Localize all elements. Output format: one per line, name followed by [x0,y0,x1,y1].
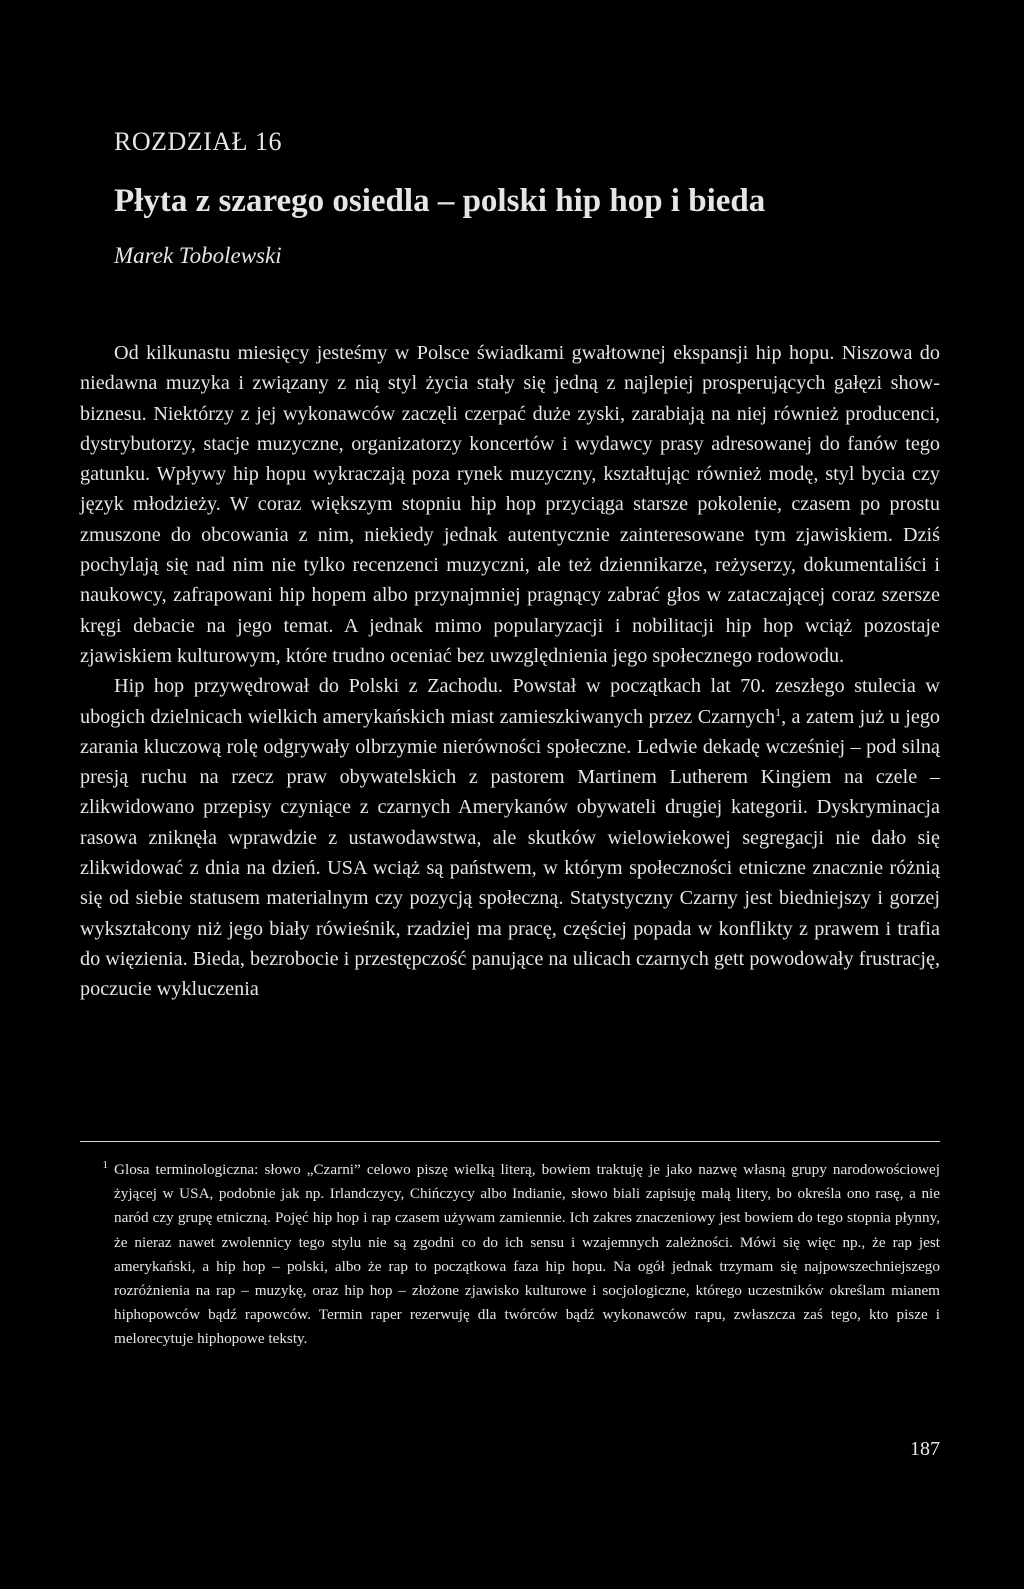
paragraph-2-text-after: , a zatem już u jego zarania kluczową rolę odgrywały olbrzymie nierówności społeczne. Ledwie dekadę wcześniej – pod silną presją ruchu na rzecz praw obywatelskich z pastorem Martinem Lutherem Kingiem na czele – zlikwidowano przepisy czyniące z czarnych Amerykanów obywateli drugiej kategorii. Dyskryminacja rasowa zniknęła wprawdzie z ustawodawstwa, ale skutków wielowiekowej segregacji nie dało się zlikwidować z dnia na dzień. USA wciąż są państwem, w którym społeczności etniczne znacznie różnią się od siebie statusem materialnym czy pozycją społeczną. Statystyczny Czarny jest biedniejszy i gorzej wykształcony niż jego biały rówieśnik, rzadziej ma pracę, częściej popada w konflikty z prawem i trafia do więzienia. Bieda, bezrobocie i przestępczość panujące na ulicach czarnych gett powodowały frustrację, poczucie wykluczenia [80,705,941,1001]
book-page [80,0,940,1589]
footnotes [80,1158,940,1352]
paragraph-2-text-before: Hip hop przywędrował do Polski z Zachodu. Powstał w początkach lat 70. zeszłego stulecia w ubogich dzielnicach wielkich amerykańskich miast zamieszkiwanych przez Czarnych [80,675,940,728]
footnote-1: 1 Glosa terminologiczna: słowo „Czarni” celowo piszę wielką literą, bowiem traktuję je jako nazwę własną grupy narodowościowej żyjącej w USA, podobnie jak np. Irlandczycy, Chińczycy albo Indianie, słowo biali zapisuję małą litery, bo określa ono rasę, a nie naród czy grupę etniczną. Pojęć hip hop i rap czasem używam zamiennie. Ich zakres znaczeniowy jest bowiem do tego stopnia płynny, że nieraz nawet zwolennicy tego stylu nie są zgodni co do ich sensu i wzajemnych zależności. Mówi się więc np., że rap jest amerykański, a hip hop – polski, albo że rap to początkowa faza hip hopu. Na ogół jednak trzymam się najpowszechniejszego rozróżnienia na rap – muzykę, oraz hip hop – złożone zjawisko kulturowe i socjologiczne, którego uczestników określam mianem hiphopowców bądź rapowców. Termin raper rezerwuję dla twórców bądź wykonawców rapu, zwłaszcza zaś tego, kto pisze i melorecytuje hiphopowe teksty. [102,1159,940,1348]
footnote-reference[interactable]: 1 [775,704,782,719]
page-number: 187 [910,1438,940,1460]
chapter-label: ROZDZIAŁ 16 [114,127,282,156]
footnote-divider [80,1141,940,1142]
chapter-title: Płyta z szarego osiedla – polski hip hop i bieda [114,183,766,219]
chapter-body [80,338,940,1005]
paragraph-2 [80,671,940,1004]
paragraph-1: Od kilkunastu miesięcy jesteśmy w Polsce świadkami gwałtownej ekspansji hip hopu. Niszowa do niedawna muzyka i związany z nią styl życia stały się jedną z najlepiej prosperujących gałęzi show-biznesu. Niektórzy z jej wykonawców zaczęli czerpać duże zyski, zarabiają na niej również producenci, dystrybutorzy, stacje muzyczne, organizatorzy koncertów i wydawcy prasy adresowanej do fanów tego gatunku. Wpływy hip hopu wykraczają poza rynek muzyczny, kształtując również modę, styl bycia czy język młodzieży. W coraz większym stopniu hip hop przyciąga starsze pokolenie, czasem po prostu zmuszone do obcowania z nim, niekiedy jednak autentycznie zainteresowane tym zjawiskiem. Dziś pochylają się nad nim nie tylko recenzenci muzyczni, ale też dziennikarze, reżyserzy, dokumentaliści i naukowcy, zafrapowani hip hopem albo przynajmniej pragnący zabrać głos w zataczającej coraz szersze kręgi debacie na jego temat. A jednak mimo popularyzacji i nobilitacji hip hop wciąż pozostaje zjawiskiem kulturowym, które trudno oceniać bez uwzględnienia jego społecznego rodowodu. [80,342,940,667]
footnote-text: Glosa terminologiczna: słowo „Czarni” celowo piszę wielką literą, bowiem traktuję je jako nazwę własną grupy narodowościowej żyjącej w USA, podobnie jak np. Irlandczycy, Chińczycy albo Indianie, słowo biali zapisuję małą litery, bo określa ono rasę, a nie naród czy grupę etniczną. Pojęć hip hop i rap czasem używam zamiennie. Ich zakres znaczeniowy jest bowiem do tego stopnia płynny, że nieraz nawet zwolennicy tego stylu nie są zgodni co do ich sensu i wzajemnych zależności. Mówi się więc np., że rap jest amerykański, a hip hop – polski, albo że rap to początkowa faza hip hopu. Na ogół jednak trzymam się najpowszechniejszego rozróżnienia na rap – muzykę, oraz hip hop – złożone zjawisko kulturowe i socjologiczne, którego uczestników określam mianem hiphopowców bądź rapowców. Termin raper rezerwuję dla twórców bądź wykonawców rapu, zwłaszcza zaś tego, kto pisze i melorecytuje hiphopowe teksty. [114,1161,940,1348]
author-name: Marek Tobolewski [114,243,282,268]
